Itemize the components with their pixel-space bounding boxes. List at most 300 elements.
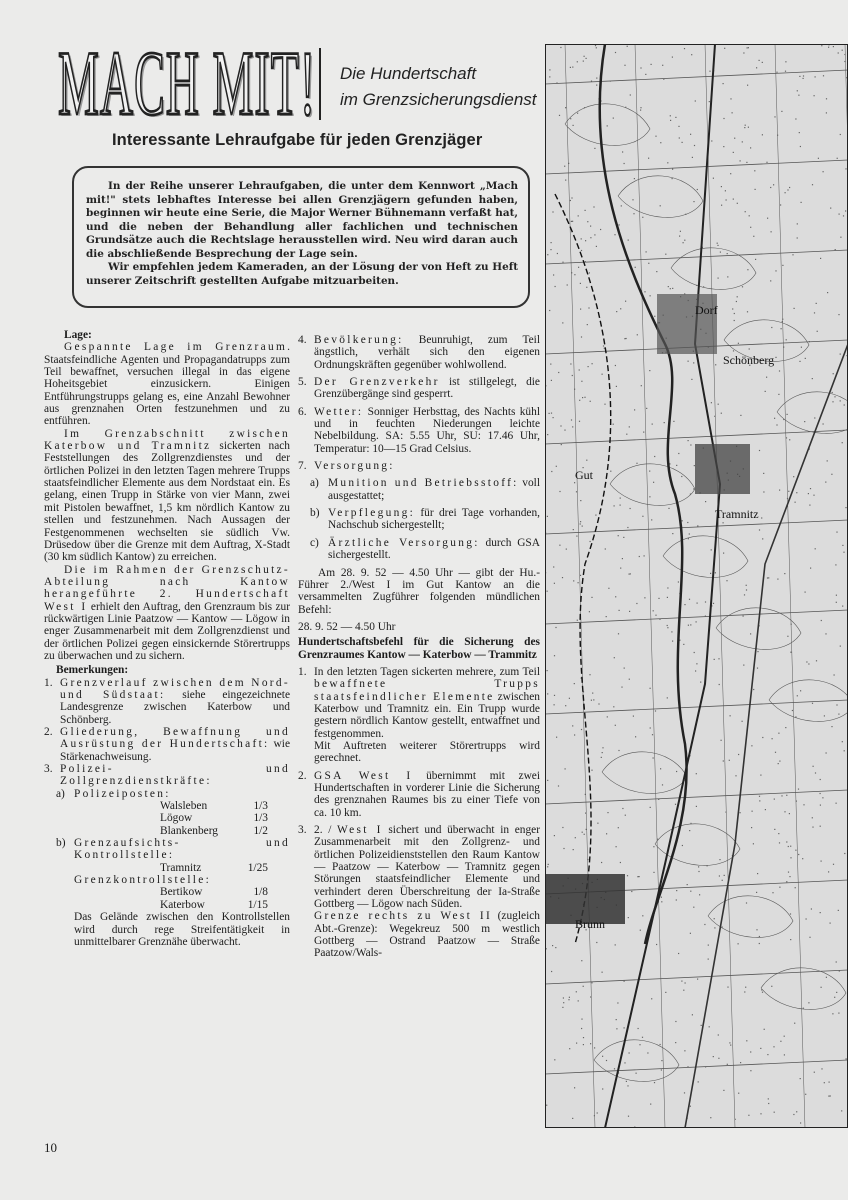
map-texture-dot	[678, 953, 679, 954]
map-texture-dot	[616, 1019, 617, 1020]
map-texture-dot	[576, 491, 577, 492]
map-texture-dot	[809, 341, 810, 342]
map-texture-dot	[752, 811, 753, 812]
map-texture-dot	[552, 945, 553, 946]
map-texture-dot	[801, 202, 802, 203]
map-texture-dot	[694, 465, 695, 466]
map-texture-dot	[591, 700, 592, 701]
map-texture-dot	[774, 1112, 775, 1113]
map-texture-dot	[840, 237, 841, 238]
map-texture-dot	[563, 1002, 564, 1003]
spaced-emphasis: Bevölkerung:	[314, 334, 404, 346]
map-texture-dot	[795, 887, 796, 888]
map-texture-dot	[724, 48, 725, 49]
map-texture-dot	[693, 907, 694, 908]
map-texture-dot	[684, 604, 685, 605]
map-texture-dot	[779, 761, 780, 762]
map-texture-dot	[784, 811, 785, 812]
map-texture-dot	[573, 529, 574, 530]
map-texture-dot	[830, 208, 831, 209]
map-texture-dot	[627, 1085, 628, 1086]
posten-strength: 1/3	[253, 800, 268, 813]
map-texture-dot	[790, 913, 791, 914]
map-texture-dot	[602, 374, 603, 375]
map-texture-dot	[745, 125, 746, 126]
map-texture-dot	[826, 977, 827, 978]
map-texture-dot	[801, 347, 802, 348]
map-texture-dot	[789, 876, 790, 877]
map-texture-dot	[757, 651, 758, 652]
map-texture-dot	[757, 873, 758, 874]
map-texture-dot	[624, 65, 625, 66]
map-texture-dot	[786, 881, 787, 882]
map-texture-dot	[727, 1064, 728, 1065]
map-texture-dot	[798, 95, 799, 96]
map-texture-dot	[738, 943, 739, 944]
map-texture-dot	[578, 267, 579, 268]
map-texture-dot	[805, 592, 806, 593]
map-texture-dot	[800, 1078, 801, 1079]
map-texture-dot	[579, 400, 580, 401]
map-texture-dot	[776, 424, 777, 425]
map-texture-dot	[779, 842, 780, 843]
map-texture-dot	[763, 491, 764, 492]
map-texture-dot	[631, 891, 632, 892]
map-texture-dot	[738, 754, 739, 755]
map-texture-dot	[721, 740, 722, 741]
map-texture-dot	[648, 263, 649, 264]
map-texture-dot	[662, 784, 663, 785]
map-texture-dot	[592, 363, 593, 364]
text-run: Mit Auftreten weiterer Störertrupps wird gerechnet.	[314, 739, 540, 765]
numbered-item	[298, 460, 540, 473]
map-texture-dot	[615, 52, 616, 53]
map-texture-dot	[831, 726, 832, 727]
map-texture-dot	[832, 401, 833, 402]
map-texture-dot	[684, 240, 685, 241]
map-texture-dot	[717, 245, 718, 246]
map-texture-dot	[693, 201, 694, 202]
map-texture-dot	[680, 231, 681, 232]
map-texture-dot	[586, 58, 587, 59]
map-texture-dot	[748, 127, 749, 128]
map-texture-dot	[570, 118, 571, 119]
map-texture-dot	[572, 725, 573, 726]
map-texture-dot	[842, 606, 843, 607]
map-texture-dot	[606, 833, 607, 834]
map-texture-dot	[753, 689, 754, 690]
posten-row	[44, 812, 290, 824]
map-texture-dot	[747, 311, 748, 312]
map-texture-dot	[593, 699, 594, 700]
map-texture-dot	[746, 585, 747, 586]
map-texture-dot	[757, 668, 758, 669]
map-texture-dot	[559, 545, 560, 546]
spaced-emphasis: Verpflegung:	[328, 507, 416, 520]
map-texture-dot	[585, 794, 586, 795]
map-texture-dot	[590, 226, 591, 227]
map-texture-dot	[767, 577, 768, 578]
map-texture-dot	[672, 288, 673, 289]
map-texture-dot	[842, 545, 843, 546]
map-texture-dot	[610, 471, 611, 472]
map-texture-dot	[547, 780, 548, 781]
map-texture-dot	[708, 959, 709, 960]
item-number: 7.	[298, 460, 307, 473]
map-texture-dot	[690, 933, 691, 934]
map-texture-dot	[594, 148, 595, 149]
map-texture-dot	[771, 231, 772, 232]
map-texture-dot	[749, 348, 750, 349]
map-texture-dot	[797, 90, 798, 91]
text-run: Sonniger Herbsttag, des Nachts kühl und in feuchten Niederungen leichte Nebelbildung. SA: 5.55 Uhr, SU: 17.46 Uhr, Temperatur: 10—15 Grad Celsius.	[314, 405, 540, 455]
map-texture-dot	[738, 1093, 739, 1094]
map-texture-dot	[775, 270, 776, 271]
map-texture-dot	[594, 1047, 595, 1048]
map-texture-dot	[584, 397, 585, 398]
map-texture-dot	[629, 1052, 630, 1053]
map-texture-dot	[776, 72, 777, 73]
map-texture-dot	[683, 242, 684, 243]
map-texture-dot	[697, 525, 698, 526]
map-texture-dot	[656, 944, 657, 945]
map-texture-dot	[574, 389, 575, 390]
map-texture-dot	[750, 1051, 751, 1052]
map-texture-dot	[723, 83, 724, 84]
map-texture-dot	[690, 823, 691, 824]
map-texture-dot	[759, 529, 760, 530]
intro-box	[72, 166, 530, 308]
map-texture-dot	[775, 752, 776, 753]
map-texture-dot	[672, 533, 673, 534]
map-texture-dot	[713, 1056, 714, 1057]
map-texture-dot	[574, 274, 575, 275]
map-texture-dot	[597, 823, 598, 824]
map-texture-dot	[646, 408, 647, 409]
map-texture-dot	[653, 610, 654, 611]
map-texture-dot	[572, 67, 573, 68]
map-texture-dot	[676, 890, 677, 891]
map-texture-dot	[750, 1070, 751, 1071]
map-texture-dot	[719, 875, 720, 876]
map-texture-dot	[816, 303, 817, 304]
map-texture-dot	[836, 992, 837, 993]
map-texture-dot	[569, 1048, 570, 1049]
map-texture-dot	[613, 118, 614, 119]
map-texture-dot	[629, 574, 630, 575]
map-texture-dot	[581, 1028, 582, 1029]
map-texture-dot	[730, 98, 731, 99]
map-texture-dot	[650, 1104, 651, 1105]
map-texture-dot	[759, 800, 760, 801]
map-texture-dot	[812, 184, 813, 185]
map-texture-dot	[581, 336, 582, 337]
map-texture-dot	[697, 189, 698, 190]
map-texture-dot	[717, 243, 718, 244]
spaced-emphasis: bewaffnete Trupps staatsfeindlicher Elemente	[314, 678, 540, 703]
map-texture-dot	[676, 465, 677, 466]
posten-name: Lögow	[160, 812, 193, 825]
map-texture-dot	[557, 253, 558, 254]
map-texture-dot	[827, 460, 828, 461]
map-texture-dot	[581, 1019, 582, 1020]
map-texture-dot	[675, 1021, 676, 1022]
map-texture-dot	[796, 492, 797, 493]
text-column-left	[44, 329, 290, 948]
map-texture-dot	[780, 204, 781, 205]
map-texture-dot	[684, 1050, 685, 1051]
map-texture-dot	[814, 312, 815, 313]
map-texture-dot	[821, 1068, 822, 1069]
map-texture-dot	[649, 471, 650, 472]
map-texture-dot	[808, 493, 809, 494]
map-texture-dot	[696, 663, 697, 664]
map-texture-dot	[740, 415, 741, 416]
map-texture-dot	[745, 987, 746, 988]
map-texture-dot	[667, 587, 668, 588]
map-texture-dot	[789, 439, 790, 440]
map-texture-dot	[715, 572, 716, 573]
item-number: b)	[56, 837, 66, 850]
map-texture-dot	[812, 703, 813, 704]
map-texture-dot	[725, 190, 726, 191]
map-texture-dot	[745, 211, 746, 212]
map-texture-dot	[791, 624, 792, 625]
map-texture-dot	[582, 397, 583, 398]
map-texture-dot	[642, 915, 643, 916]
map-texture-dot	[554, 1059, 555, 1060]
map-texture-dot	[743, 616, 744, 617]
map-texture-dot	[580, 309, 581, 310]
map-texture-dot	[766, 377, 767, 378]
map-texture-dot	[651, 64, 652, 65]
map-texture-dot	[771, 327, 772, 328]
map-texture-dot	[760, 1048, 761, 1049]
map-texture-dot	[844, 404, 845, 405]
paragraph	[44, 428, 290, 564]
map-texture-dot	[578, 215, 579, 216]
map-texture-dot	[657, 839, 658, 840]
map-texture-dot	[667, 697, 668, 698]
map-texture-dot	[572, 375, 573, 376]
text-run: Beunruhigt, zum Teil ängstlich, verhält sich den eigenen Ordnungskräften gegenüber wohlwollend.	[314, 334, 540, 371]
map-texture-dot	[725, 812, 726, 813]
map-texture-dot	[833, 46, 834, 47]
map-texture-dot	[629, 679, 630, 680]
map-texture-dot	[823, 75, 824, 76]
map-texture-dot	[740, 1062, 741, 1063]
map-texture-dot	[594, 1115, 595, 1116]
map-texture-dot	[672, 169, 673, 170]
spaced-emphasis: Grenzaufsichts- und Kontrollstelle:	[74, 837, 290, 862]
numbered-item	[298, 334, 540, 371]
map-texture-dot	[772, 892, 773, 893]
map-texture-dot	[689, 830, 690, 831]
map-texture-dot	[629, 426, 630, 427]
map-texture-dot	[678, 453, 679, 454]
text-run: Bemerkungen:	[56, 664, 129, 677]
map-texture-dot	[644, 555, 645, 556]
map-texture-dot	[551, 413, 552, 414]
map-texture-dot	[608, 588, 609, 589]
map-texture-dot	[617, 1002, 618, 1003]
map-texture-dot	[635, 736, 636, 737]
map-texture-dot	[787, 414, 788, 415]
text-run: 2. /	[314, 824, 337, 837]
map-texture-dot	[800, 1122, 801, 1123]
map-texture-dot	[658, 799, 659, 800]
map-texture-dot	[830, 923, 831, 924]
map-texture-dot	[579, 369, 580, 370]
map-texture-dot	[815, 772, 816, 773]
map-texture-dot	[661, 1060, 662, 1061]
posten-strength: 1/3	[253, 812, 268, 825]
map-texture-dot	[696, 285, 697, 286]
map-texture-dot	[600, 229, 601, 230]
map-texture-dot	[722, 880, 723, 881]
intro-paragraph: Wir empfehlen jedem Kameraden, an der Lösung der von Heft zu Heft unserer Zeitschrift gestellten Aufgabe mitzuarbeiten.	[86, 261, 518, 287]
map-texture-dot	[678, 126, 679, 127]
map-texture-dot	[619, 610, 620, 611]
map-texture-dot	[768, 577, 769, 578]
map-texture-dot	[691, 379, 692, 380]
map-texture-dot	[636, 603, 637, 604]
map-texture-dot	[729, 760, 730, 761]
map-texture-dot	[690, 134, 691, 135]
map-texture-dot	[689, 533, 690, 534]
map-texture-dot	[845, 507, 846, 508]
map-texture-dot	[705, 501, 706, 502]
map-texture-dot	[634, 178, 635, 179]
map-texture-dot	[808, 1002, 809, 1003]
map-texture-dot	[792, 254, 793, 255]
map-texture-dot	[842, 50, 843, 51]
map-texture-dot	[654, 456, 655, 457]
map-texture-dot	[614, 505, 615, 506]
map-texture-dot	[596, 85, 597, 86]
map-texture-dot	[641, 385, 642, 386]
map-texture-dot	[637, 334, 638, 335]
map-texture-dot	[635, 267, 636, 268]
item-number: 1.	[44, 676, 53, 689]
map-texture-dot	[709, 1026, 710, 1027]
map-texture-dot	[685, 982, 686, 983]
posten-strength: 1/8	[253, 886, 268, 899]
paragraph	[44, 564, 290, 663]
text-run: 28. 9. 52 — 4.50 Uhr	[298, 620, 396, 633]
map-texture-dot	[722, 927, 723, 928]
posten-name: Blankenberg	[160, 824, 218, 837]
map-texture-dot	[625, 301, 626, 302]
map-texture-dot	[628, 917, 629, 918]
map-texture-dot	[583, 61, 584, 62]
map-texture-dot	[679, 236, 680, 237]
map-texture-dot	[570, 200, 571, 201]
map-texture-dot	[802, 858, 803, 859]
map-texture-dot	[691, 54, 692, 55]
map-texture-dot	[814, 417, 815, 418]
map-texture-dot	[811, 908, 812, 909]
map-texture-dot	[587, 324, 588, 325]
map-texture-dot	[705, 1066, 706, 1067]
map-texture-dot	[784, 1036, 785, 1037]
map-texture-dot	[795, 850, 796, 851]
map-texture-dot	[682, 845, 683, 846]
map-texture-dot	[615, 944, 616, 945]
map-texture-dot	[551, 971, 552, 972]
map-texture-dot	[588, 366, 589, 367]
map-texture-dot	[554, 655, 555, 656]
map-texture-dot	[744, 594, 745, 595]
map-texture-dot	[786, 795, 787, 796]
posten-strength: 1/2	[253, 824, 268, 837]
map-texture-dot	[721, 413, 722, 414]
map-texture-dot	[774, 829, 775, 830]
map-texture-dot	[563, 848, 564, 849]
map-texture-dot	[564, 430, 565, 431]
map-texture-dot	[606, 616, 607, 617]
map-texture-dot	[719, 859, 720, 860]
map-texture-dot	[630, 508, 631, 509]
map-texture-dot	[820, 793, 821, 794]
map-texture-dot	[624, 338, 625, 339]
map-texture-dot	[697, 979, 698, 980]
map-texture-dot	[830, 1095, 831, 1096]
map-texture-dot	[565, 768, 566, 769]
map-texture-dot	[607, 716, 608, 717]
map-texture-dot	[615, 596, 616, 597]
map-texture-dot	[709, 71, 710, 72]
map-texture-dot	[592, 693, 593, 694]
map-texture-dot	[779, 490, 780, 491]
map-texture-dot	[568, 163, 569, 164]
map-texture-dot	[806, 661, 807, 662]
spaced-emphasis: Der Grenzverkehr	[314, 376, 440, 389]
map-texture-dot	[563, 997, 564, 998]
map-texture-dot	[687, 884, 688, 885]
map-texture-dot	[616, 846, 617, 847]
map-texture-dot	[781, 111, 782, 112]
map-texture-dot	[655, 710, 656, 711]
map-texture-dot	[723, 760, 724, 761]
map-texture-dot	[729, 1042, 730, 1043]
map-texture-dot	[622, 558, 623, 559]
item-number: 4.	[298, 334, 307, 346]
map-texture-dot	[842, 741, 843, 742]
map-texture-dot	[661, 1069, 662, 1070]
map-texture-dot	[756, 929, 757, 930]
map-texture-dot	[547, 434, 548, 435]
item-number: 3.	[44, 763, 53, 776]
map-texture-dot	[565, 107, 566, 108]
map-texture-dot	[820, 826, 821, 827]
map-texture-dot	[589, 611, 590, 612]
map-texture-dot	[660, 768, 661, 769]
map-texture-dot	[581, 250, 582, 251]
map-texture-dot	[761, 989, 762, 990]
map-texture-dot	[785, 61, 786, 62]
map-texture-dot	[618, 535, 619, 536]
item-number: 1.	[298, 665, 307, 678]
map-texture-dot	[582, 832, 583, 833]
map-texture-dot	[627, 875, 628, 876]
map-texture-dot	[591, 982, 592, 983]
map-label: Brunn	[575, 917, 605, 931]
map-texture-dot	[602, 1056, 603, 1057]
map-texture-dot	[615, 725, 616, 726]
map-texture-dot	[718, 278, 719, 279]
map-texture-dot	[616, 311, 617, 312]
